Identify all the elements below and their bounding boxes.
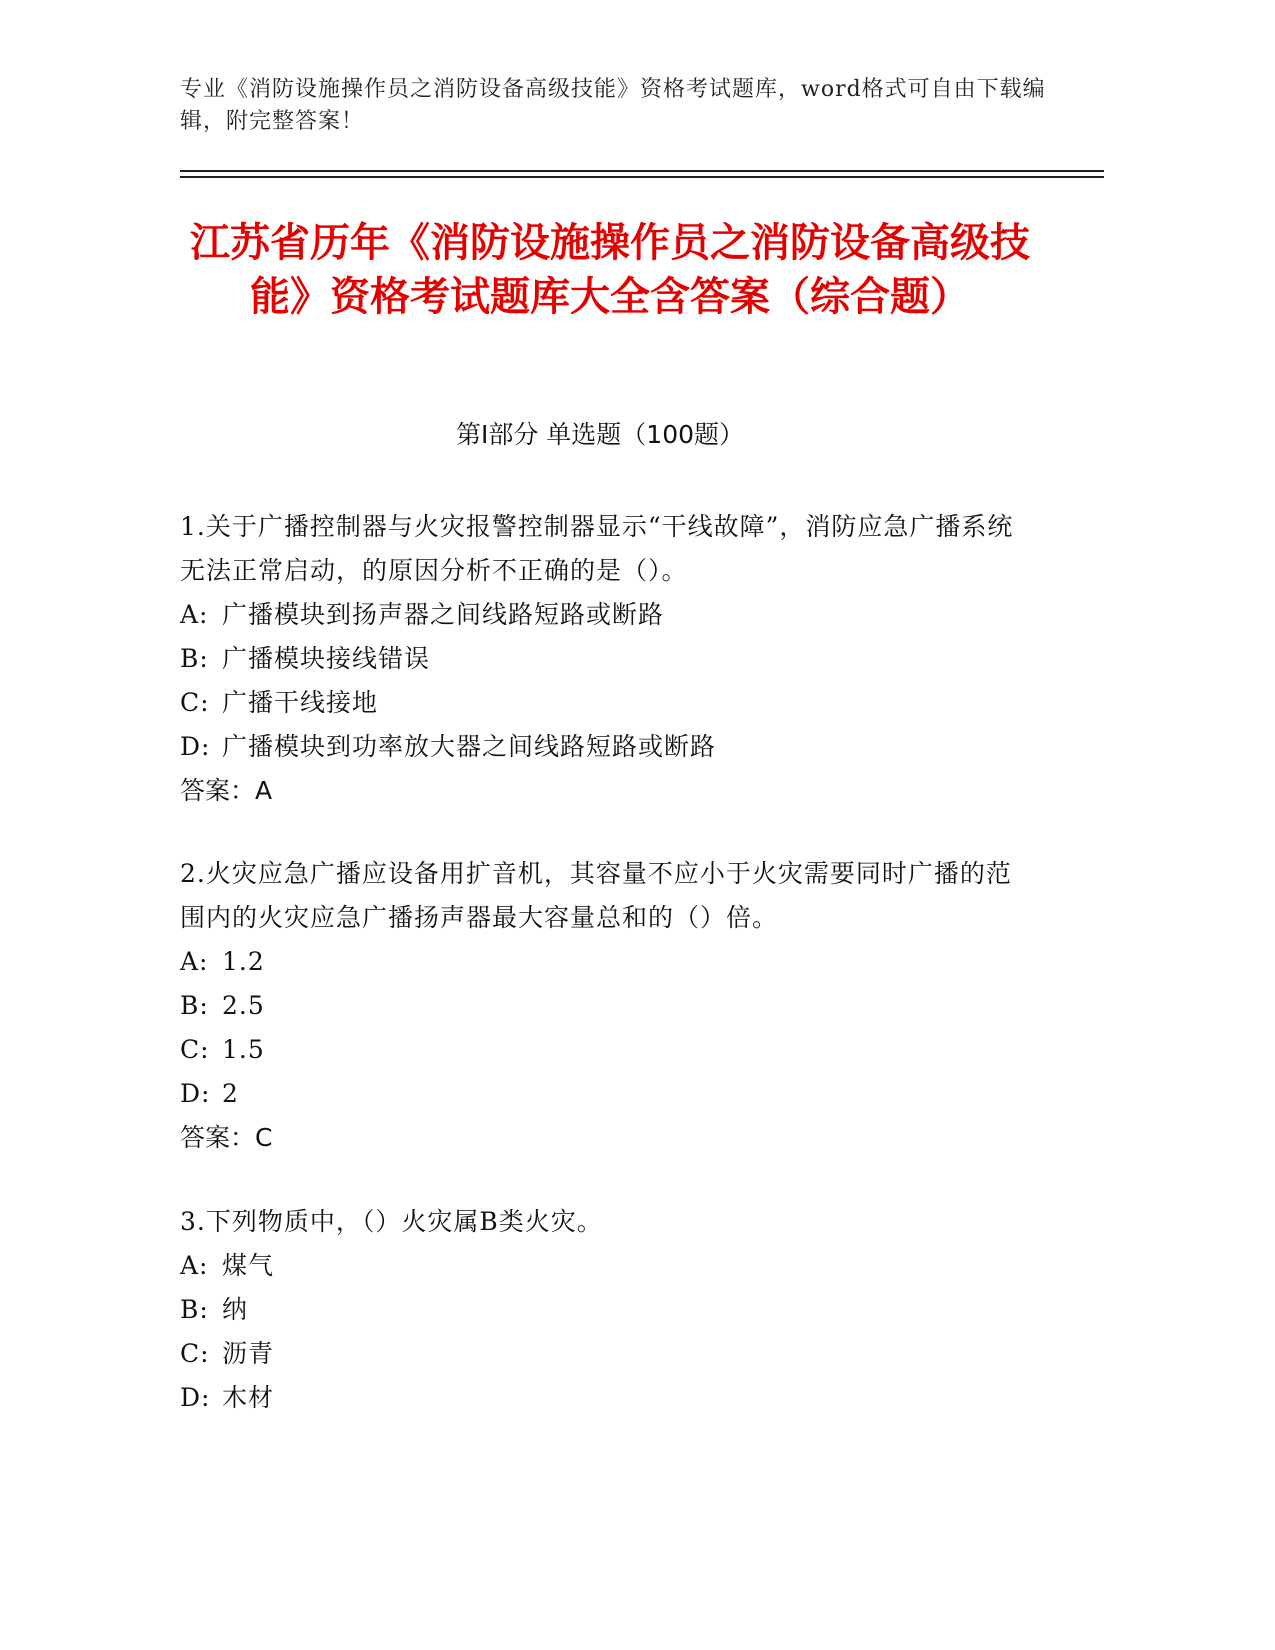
option-letter: A: (180, 947, 209, 976)
option-a (180, 1244, 1020, 1288)
question-text: 1.关于广播控制器与火灾报警控制器显示“干线故障”，消防应急广播系统无法正常启动，的原因分析不正确的是（）。 (180, 512, 1014, 585)
option-letter: B: (180, 1295, 209, 1324)
question-text: 3.下列物质中，（）火灾属B类火灾。 (180, 1207, 603, 1236)
option-d (180, 1072, 1020, 1116)
answer-line: 答案：C (180, 1123, 273, 1152)
option-text: 广播模块接线错误 (222, 644, 431, 673)
option-letter: D: (180, 1079, 211, 1108)
option-text: 广播模块到扬声器之间线路短路或断路 (222, 600, 665, 629)
option-c (180, 681, 1020, 725)
option-letter: D: (180, 1383, 211, 1412)
option-b (180, 637, 1020, 681)
option-b (180, 1288, 1020, 1332)
option-letter: B: (180, 991, 209, 1020)
option-text: 1.5 (222, 1035, 265, 1064)
option-letter: C: (180, 1035, 210, 1064)
option-d (180, 1376, 1020, 1420)
option-text: 2 (222, 1079, 239, 1108)
document-title: 江苏省历年《消防设施操作员之消防设备高级技能》资格考试题库大全含答案（综合题） (190, 220, 1030, 320)
option-a (180, 593, 1020, 637)
option-letter: D: (180, 732, 211, 761)
option-c (180, 1028, 1020, 1072)
option-text: 木材 (222, 1383, 275, 1412)
option-text: 1.2 (222, 947, 265, 976)
option-a (180, 940, 1020, 984)
option-text: 2.5 (222, 991, 265, 1020)
option-d (180, 725, 1020, 769)
header-rule-bottom (180, 176, 1104, 178)
option-text: 纳 (222, 1295, 249, 1324)
question-text: 2.火灾应急广播应设备用扩音机，其容量不应小于火灾需要同时广播的范围内的火灾应急广播扬声器最大容量总和的（）倍。 (180, 859, 1012, 932)
intro-text: 专业《消防设施操作员之消防设备高级技能》资格考试题库，word格式可自由下载编辑，附完整答案！ (180, 77, 1046, 134)
option-b (180, 984, 1020, 1028)
question-1 (180, 505, 1020, 813)
question-2 (180, 852, 1020, 1160)
option-letter: C: (180, 688, 210, 717)
option-letter: C: (180, 1339, 210, 1368)
option-text: 广播干线接地 (222, 688, 379, 717)
question-3 (180, 1200, 1020, 1420)
section-heading: 第I部分 单选题（100题） (455, 420, 745, 449)
option-letter: A: (180, 1251, 209, 1280)
header-rule-top (180, 170, 1104, 172)
option-letter: B: (180, 644, 209, 673)
option-letter: A: (180, 600, 209, 629)
answer-line: 答案：A (180, 776, 273, 805)
option-text: 沥青 (222, 1339, 275, 1368)
option-c (180, 1332, 1020, 1376)
option-text: 广播模块到功率放大器之间线路短路或断路 (222, 732, 717, 761)
option-text: 煤气 (222, 1251, 275, 1280)
